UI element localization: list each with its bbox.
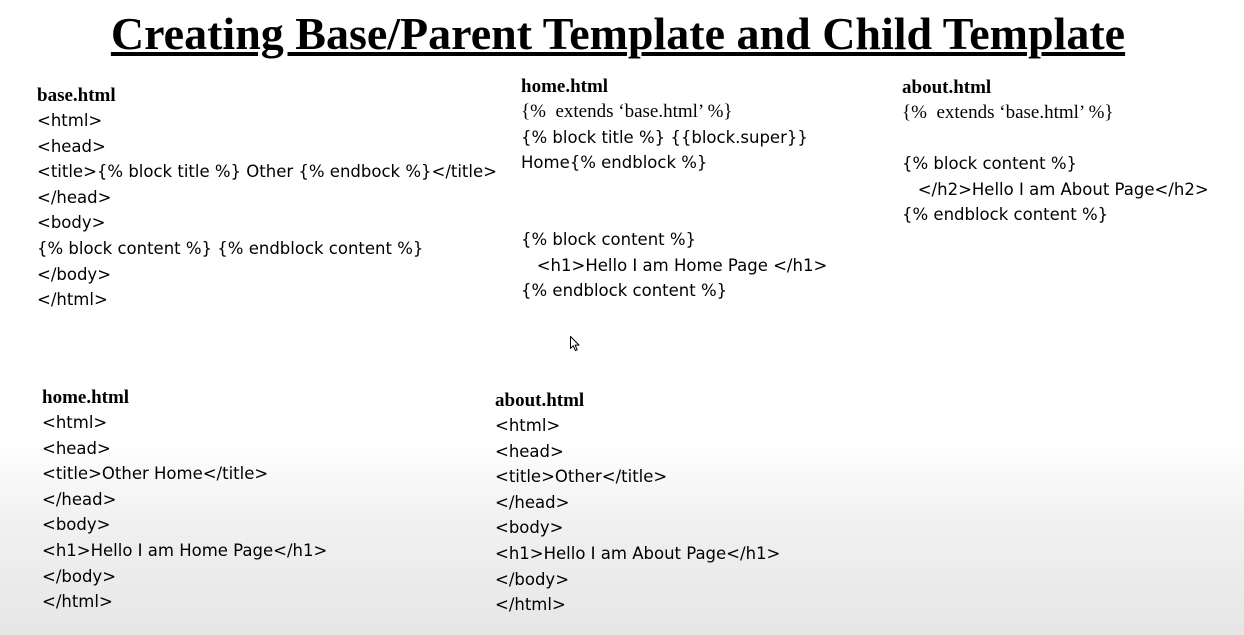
code-line: <body> [37,213,106,233]
slide-title-text: Creating Base/Parent Template and Child Template [110,8,1126,59]
code-line: <html> [42,413,108,432]
code-line: </html> [42,592,113,612]
about-child-template-block [902,76,1209,228]
about-rendered-block [495,389,780,618]
code-line: {% block content %} [521,229,697,249]
slide-title [0,6,1236,62]
base-template-filename: base.html [37,85,116,106]
code-line: <title>Other</title> [495,467,668,487]
code-line: {% endblock content %} [902,205,1109,225]
about-rendered-filename: about.html [495,390,585,411]
code-line [521,201,827,227]
code-line: <title>{% block title %} Other {% endbock %}</title> [37,162,497,182]
code-line: {% block content %} {% endblock content %} [37,238,424,258]
code-line: {% block title %} {{block.super}} [521,127,808,147]
home-child-filename: home.html [521,76,609,97]
home-rendered-block [42,386,327,615]
about-child-filename: about.html [902,77,992,98]
code-line: Home{% endblock %} [521,153,708,173]
code-line: </html> [495,595,566,615]
code-line: </head> [495,492,570,512]
code-line: {% block content %} [902,154,1078,174]
home-rendered-filename: home.html [42,387,130,408]
home-child-template-block [521,75,827,304]
code-line: </html> [37,290,108,310]
code-line: <head> [42,438,111,458]
code-line: <h1>Hello I am Home Page </h1> [521,255,828,275]
code-line: </head> [42,489,117,509]
code-line: <body> [42,515,111,535]
code-line: {% endblock content %} [521,281,728,301]
code-line: <head> [37,136,106,156]
extends-line: {% extends ‘base.html’ %} [521,101,733,122]
code-line: <body> [495,518,564,538]
code-line: <h1>Hello I am Home Page</h1> [42,540,328,560]
code-line [521,176,827,202]
code-line: </body> [42,566,117,586]
code-line: <html> [37,111,103,130]
code-line: <title>Other Home</title> [42,464,269,484]
extends-line: {% extends ‘base.html’ %} [902,102,1114,123]
mouse-pointer-icon [570,336,580,352]
code-line: <html> [495,416,561,435]
code-line: </head> [37,187,112,207]
code-line: </body> [495,569,570,589]
base-template-block [37,84,497,313]
code-line: </h2>Hello I am About Page</h2> [902,179,1209,199]
code-line: <h1>Hello I am About Page</h1> [495,543,781,563]
code-line: <head> [495,441,564,461]
code-line: </body> [37,264,112,284]
code-line [902,126,1209,152]
